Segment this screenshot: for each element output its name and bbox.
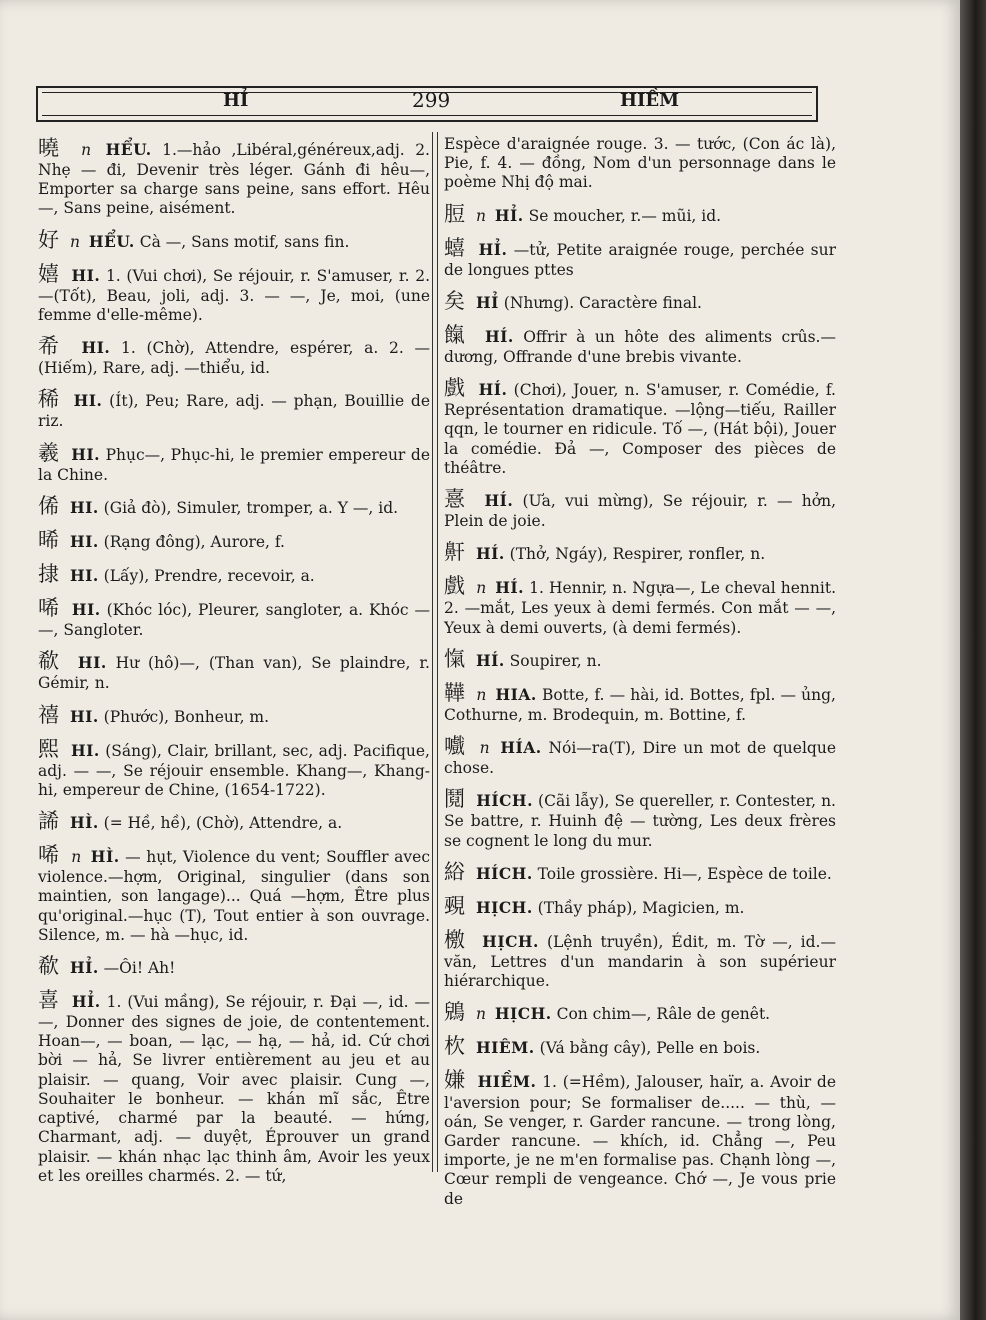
entry-definition: Botte, f. — hài, id. Bottes, fpl. — ủng, Cothurne, m. Brodequin, m. Bottine, f. (444, 685, 836, 724)
entry-character: 喜 (38, 988, 60, 1012)
entry-headword: HỊCH. (475, 897, 533, 917)
entry-character: 欷 (38, 953, 59, 978)
entry-headword: HI. (81, 338, 111, 358)
entry-pos: n (475, 206, 486, 225)
entry-definition: 1. (=Hềm), Jalouser, haïr, a. Avoir de l'aversion pour; Se formaliser de..... — thù, — oán, Se venger, r. Garder rancune. — trong lòng, Garder rancune. — khích, id. Chẳng —, Peu importe, je ne m'en formalise pas. Chạnh lòng —, Cœur rempli de vengeance. Chớ —, Je vous prie de (444, 1073, 836, 1208)
dictionary-entry (38, 261, 430, 325)
entry-pos: n (69, 232, 80, 251)
dictionary-entry (38, 527, 430, 553)
entry-headword: HỂU. (105, 140, 152, 159)
entry-character: 鶂 (444, 1000, 465, 1025)
entry-pos: n (71, 848, 82, 867)
entry-character: 希 (38, 334, 65, 359)
entry-character: 熙 (38, 736, 60, 761)
header-left-word: HỈ (223, 90, 249, 111)
entry-character: 禧 (38, 702, 59, 727)
dictionary-entry (38, 595, 430, 640)
entry-definition: (Sáng), Clair, brillant, sec, adj. Pacifique, adj. — —, Se réjouir ensemble. Khang—, Khang-hi, empereur de Chine, (1654-1722). (38, 741, 430, 799)
entry-headword: HIỀM. (477, 1072, 537, 1092)
entry-headword: HỈ. (494, 205, 524, 225)
entry-headword: HÍ. (495, 578, 525, 598)
entry-headword: HÍ. (475, 544, 505, 564)
dictionary-entry (38, 953, 430, 979)
entry-character: 唏 (38, 596, 60, 621)
entry-definition: —Ôi! Ah! (103, 958, 176, 977)
dictionary-entry (38, 561, 430, 587)
entry-definition: Cà —, Sans motif, sans fin. (139, 232, 350, 251)
entry-headword: HỈ. (69, 957, 99, 977)
entry-character: 捸 (38, 562, 59, 586)
entry-definition: (Khóc lóc), Pleurer, sangloter, a. Khóc — —, Sangloter. (38, 601, 430, 640)
entry-character: 羲 (38, 440, 60, 465)
entry-definition: (Nhưng). Caractère final. (503, 293, 702, 312)
entry-headword: HÌ. (69, 813, 99, 833)
entry-headword: HÌ. (90, 847, 120, 867)
entry-headword: HỈ. (478, 239, 508, 259)
dictionary-entry (38, 333, 430, 378)
dictionary-entry (444, 486, 836, 531)
entry-headword: HÍCH. (475, 863, 533, 883)
entry-pos: n (475, 1005, 486, 1024)
header-right-word: HIỀM (620, 90, 680, 111)
entry-definition: Con chim—, Râle de genêt. (556, 1005, 771, 1024)
entry-definition: Se moucher, r.— mũi, id. (528, 206, 722, 225)
entry-character: 檄 (444, 927, 469, 952)
entry-definition: (Thầy pháp), Magicien, m. (537, 898, 745, 917)
entry-definition: (Vá bằng cây), Pelle en bois. (539, 1039, 761, 1058)
entry-headword: HI. (77, 653, 107, 673)
entry-pos: n (476, 579, 487, 598)
entry-definition: 1. Hennir, n. Ngựa—, Le cheval hennit. 2. —mắt, Les yeux à demi fermés. Con mắt — —, Yeux à demi ouverts, (à demi fermés). (444, 579, 837, 637)
entry-headword: HÍ. (475, 650, 505, 670)
entry-headword: HÍ. (478, 380, 508, 400)
entry-definition: Toile grossière. Hi—, Espèce de toile. (537, 864, 832, 883)
entry-headword: HỊCH. (482, 931, 539, 951)
entry-headword: HỈ. (71, 992, 101, 1011)
dictionary-entry (444, 859, 836, 885)
dictionary-entry (444, 375, 836, 478)
entry-headword: HI. (71, 265, 101, 285)
entry-definition: (Lệnh truyền), Édit, m. Tờ —, id.— văn, Lettres d'un mandarin à son supérieur hiérarchique. (444, 932, 836, 991)
entry-definition: 1.—hảo ,Libéral,généreux,adj. 2. Nhẹ — đi, Devenir très léger. Gánh đi hêu—, Emporter sa charge sans peine, sans effort. Hêu —, Sans peine, aisément. (38, 141, 430, 218)
entry-definition: Offrir à un hôte des aliments crûs.— dương, Offrande d'une brebis vivante. (444, 327, 836, 366)
dictionary-entry (444, 680, 836, 725)
dictionary-entry (444, 322, 836, 367)
entry-headword: HIÊM. (475, 1038, 535, 1058)
dictionary-entry (38, 702, 430, 728)
entry-definition: (= Hề, hề), (Chờ), Attendre, a. (103, 814, 343, 833)
dictionary-entry (38, 493, 430, 519)
entry-character: 餼 (444, 322, 470, 347)
entry-character: 鬩 (444, 787, 466, 812)
dictionary-entry (444, 1067, 836, 1208)
dictionary-entry (38, 440, 430, 485)
entry-headword: HÍ. (484, 491, 514, 511)
entry-headword: HI. (69, 566, 99, 585)
entry-definition: Phục—, Phục-hi, le premier empereur de la Chine. (38, 445, 431, 484)
entry-headword: HI. (69, 497, 99, 517)
entry-character: 嚱 (444, 734, 467, 759)
entry-definition: Hư (hô)—, (Than van), Se plaindre, r. Gémir, n. (38, 654, 430, 693)
entry-pos: n (476, 685, 487, 704)
dictionary-entry (444, 539, 836, 565)
dictionary-entry (444, 288, 836, 314)
entry-definition: (Thở, Ngáy), Respirer, ronfler, n. (509, 545, 766, 564)
entry-character: 矣 (444, 288, 465, 313)
dictionary-entry (444, 893, 836, 919)
entry-definition: (Ít), Peu; Rare, adj. — phạn, Bouillie de riz. (38, 392, 430, 431)
entry-headword: HI. (71, 444, 101, 464)
page-number: 299 (412, 88, 451, 112)
entry-character: 戲 (444, 574, 466, 599)
entry-character: 覡 (444, 893, 465, 918)
dictionary-entry (444, 135, 836, 193)
dictionary-entry (38, 987, 430, 1186)
page-header (36, 86, 818, 122)
entry-headword: HÍ. (484, 326, 514, 346)
entry-character: 嬉 (38, 261, 60, 286)
dictionary-entry (444, 927, 836, 991)
entry-character: 俙 (38, 493, 59, 518)
dictionary-entry (444, 646, 836, 672)
entry-definition: (Cãi lẫy), Se quereller, r. Contester, n. Se battre, r. Huinh đệ — tường, Les deux frères se cognent le long du mur. (444, 792, 836, 850)
dictionary-entry (444, 999, 836, 1025)
entry-headword: HÍA. (500, 738, 542, 758)
entry-definition: (Ưa, vui mừng), Se réjouir, r. — hởn, Plein de joie. (444, 492, 836, 531)
dictionary-entry (38, 648, 430, 693)
entry-character: 晞 (38, 527, 59, 552)
dictionary-entry (444, 201, 836, 227)
entry-pos: n (81, 141, 92, 159)
entry-character: 曉 (38, 136, 65, 160)
entry-headword: HIA. (495, 684, 537, 704)
entry-definition: 1. (Vui mầng), Se réjouir, r. Đại —, id. — —, Donner des signes de joie, de contentement. Hoan—, — boan, — lạc, — hạ, — hả, id. Cứ chơi bời — hả, Se livrer entièrement au jeu et au plaisir. — quang, Voir avec plaisir. Cung —, Souhaiter le bonheur. — khán mĩ sắc, Être captivé, charmé par la beauté. — hứng, Charmant, adj. — duyệt, Éprouver un grand plaisir. — khán nhạc lạc thinh âm, Avoir les yeux et les oreilles charmés. 2. — tứ, (38, 993, 431, 1185)
dictionary-entry (38, 736, 430, 800)
right-column (444, 135, 837, 1208)
entry-character: 蟢 (444, 235, 467, 260)
dictionary-entry (38, 808, 430, 834)
entry-headword: HI. (69, 531, 99, 551)
entry-character: 欷 (38, 649, 63, 674)
entry-character: 嫌 (444, 1068, 466, 1093)
entry-character: 稀 (38, 387, 61, 412)
entry-definition: 1. (Vui chơi), Se réjouir, r. S'amuser, r. 2.—(Tốt), Beau, joli, adj. 3. — —, Je, moi, (une femme d'elle-même). (38, 266, 430, 324)
entry-character: 鼾 (444, 540, 465, 565)
dictionary-entry (444, 1033, 836, 1059)
entry-character: 鞾 (444, 680, 466, 705)
entry-headword: HI. (70, 740, 100, 760)
dictionary-entry (444, 573, 836, 637)
entry-headword: HỈ (475, 292, 499, 312)
entry-definition: (Giả đò), Simuler, tromper, a. Y —, id. (103, 498, 399, 517)
entry-definition: (Lấy), Prendre, recevoir, a. (103, 567, 315, 585)
entry-headword: HÍCH. (476, 791, 533, 811)
entry-character: 唏 (38, 843, 60, 868)
entry-character: 綌 (444, 859, 465, 884)
dictionary-entry (38, 386, 430, 431)
entry-definition: Soupirer, n. (509, 651, 602, 670)
entry-character: 脰 (444, 201, 465, 226)
entry-definition: 1. (Chờ), Attendre, espérer, a. 2. — (Hiếm), Rare, adj. —thiểu, id. (38, 339, 431, 378)
dictionary-entry (444, 786, 836, 850)
entry-definition: (Phước), Bonheur, m. (103, 707, 270, 726)
dictionary-entry (38, 227, 430, 253)
entry-character: 戲 (444, 376, 467, 401)
entry-headword: HI. (73, 391, 103, 411)
entry-pos: n (479, 739, 490, 758)
entry-definition: (Rạng đông), Aurore, f. (103, 532, 285, 551)
entry-character: 䛥 (38, 809, 59, 834)
entry-character: 好 (38, 227, 59, 252)
entry-character: 愾 (444, 646, 465, 671)
entry-definition: — hụt, Violence du vent; Souffler avec violence.—hợm, Original, singulier (dans son maintien, son langage)... Quá —hợm, Être plus qu'original.—hục (T), Tout entier à son ouvrage. Silence, m. — hà —hục, id. (38, 848, 430, 944)
entry-headword: HI. (69, 706, 99, 726)
dictionary-entry (38, 842, 430, 945)
entry-headword: HỂU. (88, 231, 135, 251)
entry-headword: HỊCH. (494, 1004, 552, 1024)
entry-definition: (Chơi), Jouer, n. S'amuser, r. Comédie, f. Représentation dramatique. —lộng—tiếu, Railler qqn, le tourner en ridicule. Tố —, (Hát bội), Jouer la comédie. Đả —, Composer des pièces de théâtre. (444, 381, 836, 477)
entry-definition: Nói—ra(T), Dire un mot de quelque chose. (444, 739, 836, 778)
dictionary-entry (38, 135, 430, 219)
entry-character: 憙 (444, 487, 470, 512)
entry-definition: —tử, Petite araignée rouge, perchée sur de longues pttes (444, 240, 836, 279)
entry-headword: HI. (71, 600, 101, 620)
dictionary-entry (444, 733, 836, 778)
dictionary-entry (444, 235, 836, 280)
column-divider (432, 132, 438, 1172)
entry-character: 杴 (444, 1034, 465, 1059)
left-column (38, 135, 430, 1185)
entry-definition: Espèce d'araignée rouge. 3. — tước, (Con ác là), Pie, f. 4. — đồng, Nom d'un personnage dans le poème Nhị độ mai. (444, 135, 836, 192)
book-spine (960, 0, 986, 1320)
